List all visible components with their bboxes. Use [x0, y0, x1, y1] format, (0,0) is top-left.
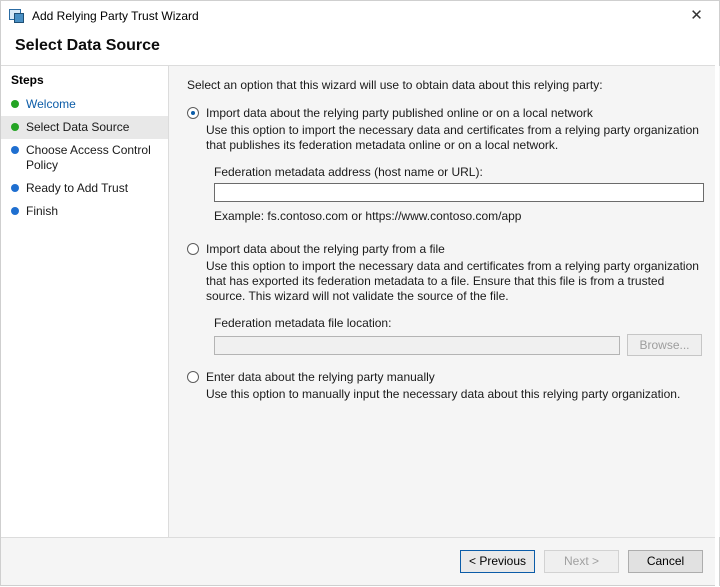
sidebar-item-label: Select Data Source: [26, 120, 130, 134]
option-import-file-description: Use this option to import the necessary data and certificates from a relying party organization that has exported its federation metadata to a file. Ensure that this file is from a trusted source. This wizard will not validate the source of the file.: [206, 259, 699, 303]
next-button[interactable]: Next >: [544, 550, 619, 573]
option-import-file[interactable]: [187, 242, 704, 256]
close-icon[interactable]: ✕: [690, 7, 703, 24]
radio-manual-entry-icon[interactable]: [187, 371, 199, 383]
federation-metadata-address-block: [214, 165, 704, 223]
intro-text: Select an option that this wizard will use to obtain data about this relying party:: [187, 78, 603, 92]
page-title: Select Data Source: [15, 37, 160, 54]
step-status-icon: [11, 100, 19, 108]
step-status-icon: [11, 123, 19, 131]
federation-metadata-address-example: Example: fs.contoso.com or https://www.contoso.com/app: [214, 209, 522, 223]
sidebar-item-welcome[interactable]: [1, 93, 168, 116]
window-title: Add Relying Party Trust Wizard: [32, 9, 199, 23]
step-status-icon: [11, 146, 19, 154]
option-manual-entry-description: Use this option to manually input the necessary data about this relying party organization.: [206, 387, 681, 401]
option-label: Import data about the relying party published online or on a local network: [206, 106, 593, 120]
cancel-button[interactable]: Cancel: [628, 550, 703, 573]
wizard-body: [1, 65, 719, 537]
browse-button[interactable]: Browse...: [627, 334, 702, 356]
previous-button[interactable]: < Previous: [460, 550, 535, 573]
step-status-icon: [11, 207, 19, 215]
option-import-online[interactable]: [187, 106, 704, 120]
wizard-icon: [9, 8, 25, 24]
radio-import-file-icon[interactable]: [187, 243, 199, 255]
step-status-icon: [11, 184, 19, 192]
sidebar-item-label: Finish: [26, 204, 59, 218]
federation-metadata-address-label: Federation metadata address (host name or URL):: [214, 165, 483, 179]
sidebar-item-label: Choose Access Control Policy: [26, 143, 151, 172]
sidebar-item-ready-to-add-trust[interactable]: [1, 177, 168, 200]
window-edge: [715, 1, 719, 587]
sidebar-item-finish[interactable]: [1, 200, 168, 223]
federation-metadata-file-block: [214, 316, 704, 356]
sidebar-item-choose-access-control-policy[interactable]: [1, 139, 168, 177]
sidebar-item-select-data-source[interactable]: [1, 116, 168, 139]
steps-sidebar: [1, 66, 169, 537]
option-import-online-description: Use this option to import the necessary data and certificates from a relying party organization that publishes its federation metadata online or on a local network.: [206, 123, 699, 152]
option-label: Enter data about the relying party manually: [206, 370, 435, 384]
sidebar-item-label: Ready to Add Trust: [26, 181, 129, 195]
option-label: Import data about the relying party from a file: [206, 242, 445, 256]
footer-buttons: [1, 537, 719, 585]
option-manual-entry[interactable]: [187, 370, 704, 384]
page-header: [1, 31, 719, 65]
federation-metadata-file-input[interactable]: [214, 336, 620, 355]
sidebar-item-label: Welcome: [26, 97, 76, 111]
steps-title: Steps: [11, 73, 44, 87]
radio-import-online-icon[interactable]: [187, 107, 199, 119]
title-bar: [1, 1, 719, 31]
content-pane: [169, 66, 720, 537]
federation-metadata-file-label: Federation metadata file location:: [214, 316, 392, 330]
federation-metadata-address-input[interactable]: [214, 183, 704, 202]
